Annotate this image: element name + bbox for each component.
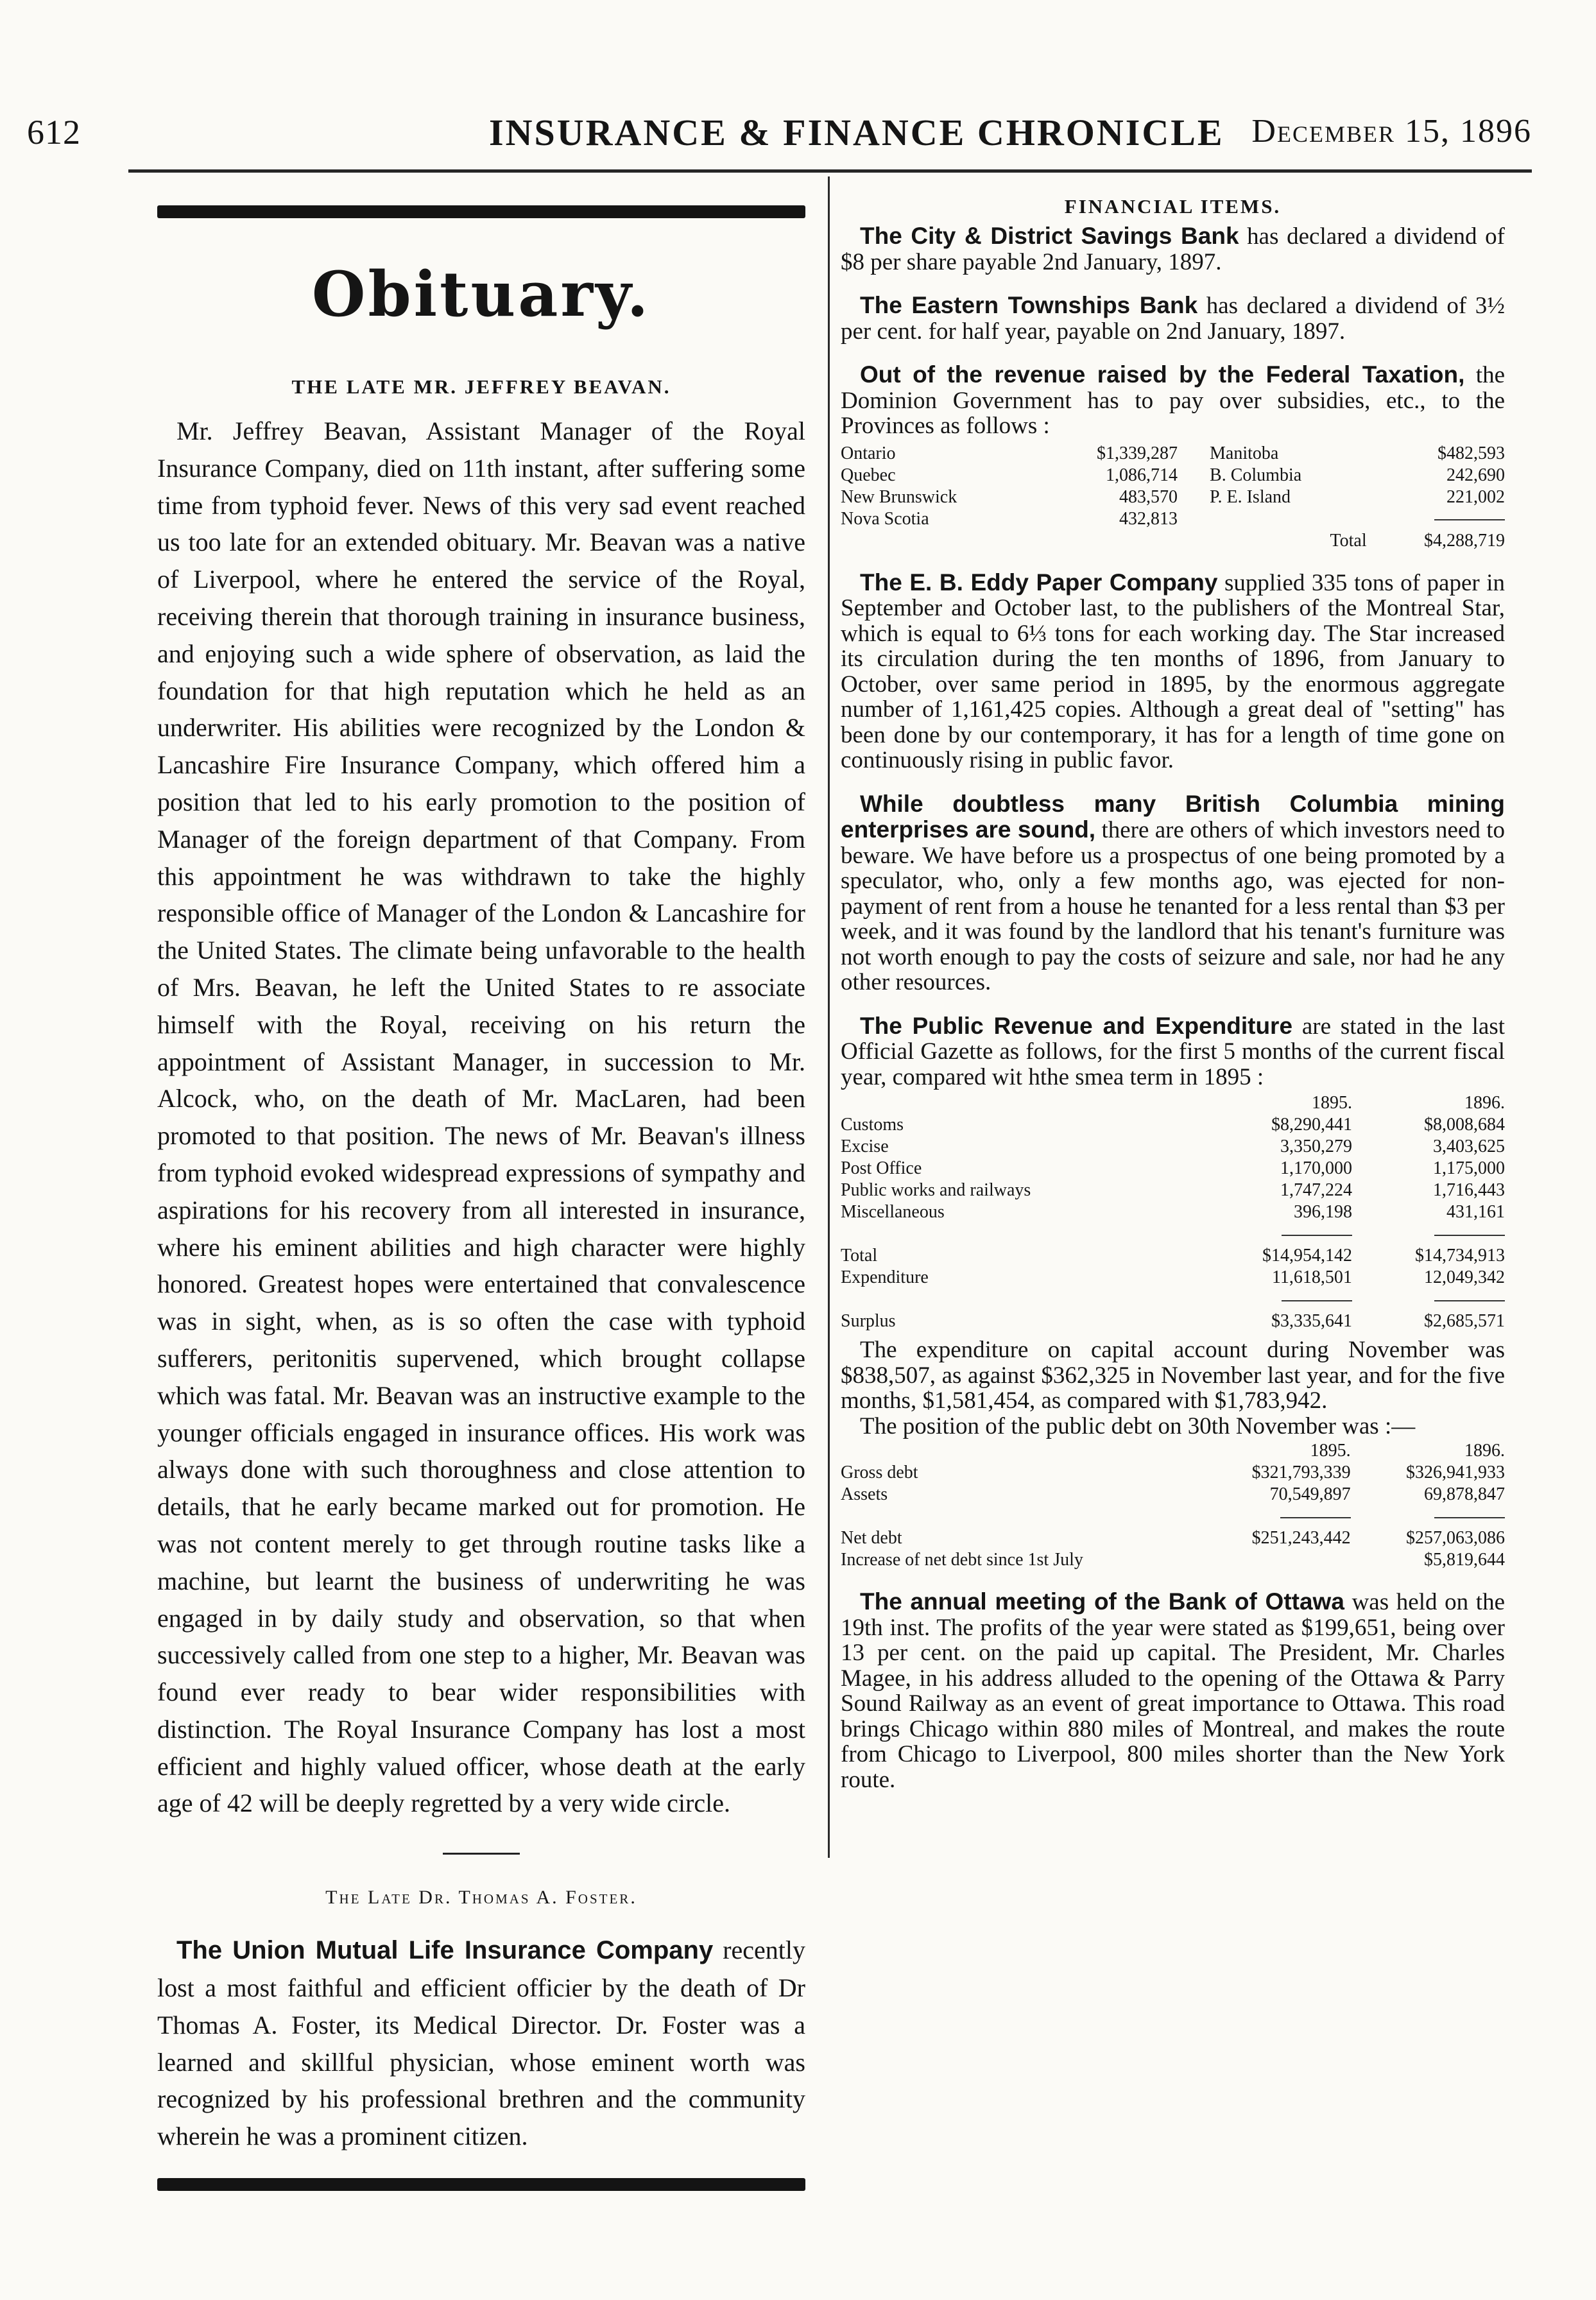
capital-account-text: The expenditure on capital account during November was $838,507, as against $362,325 in November last year, and for the five months, $1,581,454, as compared with $1,783,942.: [841, 1337, 1505, 1414]
value-1896: 12,049,342: [1424, 1267, 1505, 1287]
item-federal-subsidies: [841, 362, 1505, 552]
item-bank-of-ottawa: [841, 1589, 1505, 1792]
item2-lead: The Eastern Townships Bank: [860, 292, 1198, 318]
section-divider: [443, 1853, 520, 1855]
table-row: [841, 1201, 1505, 1223]
row-label: Public works and railways: [841, 1180, 1031, 1200]
financial-items-heading: FINANCIAL ITEMS.: [1064, 195, 1282, 218]
value-1896: 1,175,000: [1433, 1158, 1505, 1178]
foster-title: The Late Dr. Thomas A. Foster.: [325, 1887, 637, 1909]
table-row: [841, 1114, 1505, 1136]
value-1896: 1,716,443: [1433, 1180, 1505, 1200]
province-name: New Brunswick: [841, 486, 957, 507]
item5-lead: While doubtless many British Columbia mining enterprises are sound,: [841, 790, 1505, 843]
journal-title: INSURANCE & FINANCE CHRONICLE: [489, 112, 1224, 153]
item4-lead: The E. B. Eddy Paper Company: [860, 569, 1218, 596]
value-1895: $3,335,641: [1271, 1311, 1352, 1331]
value-1895: $8,290,441: [1271, 1115, 1352, 1135]
obituary-heading: Obituary.: [311, 258, 651, 330]
table-row: [841, 508, 1505, 530]
item-bc-mining: [841, 791, 1505, 995]
row-label: Surplus: [841, 1311, 896, 1331]
province-name: Manitoba: [1210, 443, 1279, 463]
bottom-heavy-rule: [157, 2178, 805, 2191]
value-1896: $257,063,086: [1406, 1528, 1505, 1548]
row-label: Post Office: [841, 1158, 922, 1178]
value-1895: 3,350,279: [1280, 1137, 1352, 1156]
province-name: Nova Scotia: [841, 508, 929, 529]
table-row: [841, 1136, 1505, 1158]
table-row: [841, 1462, 1505, 1484]
item2-body: has declared a dividend of 3½ per cent. for half year, payable on 2nd January, 1897.: [841, 293, 1505, 345]
foster-lead: The Union Mutual Life Insurance Company: [176, 1936, 714, 1965]
total-amount: $4,288,719: [1424, 530, 1505, 551]
province-name: Quebec: [841, 465, 896, 485]
value-1895: 1,170,000: [1280, 1158, 1352, 1178]
item6-lead: The Public Revenue and Expenditure: [860, 1012, 1293, 1039]
item7-body: was held on the 19th inst. The profits of the year were stated as $199,651, being over 13 per cent. on the paid up capital. The President, Mr. Charles Magee, in his address alluded to the opening of the Ottawa & Parry Sound Railway as an event of great importance to Ottawa. This road brings Chicago within 880 miles of Montreal, and makes the route from Chicago to Liverpool, 800 miles shorter than the New York route.: [841, 1589, 1505, 1793]
province-amount: $1,339,287: [1097, 443, 1178, 463]
issue-date: December 15, 1896: [1251, 113, 1532, 150]
value-1896: $2,685,571: [1424, 1311, 1505, 1331]
province-amount: 483,570: [1119, 486, 1178, 507]
beavan-title: THE LATE MR. JEFFREY BEAVAN.: [291, 375, 671, 398]
public-debt-table: [841, 1440, 1505, 1571]
row-label: Expenditure: [841, 1267, 929, 1287]
total-row: [841, 530, 1505, 552]
table-row: [841, 465, 1505, 486]
item3-body: the Dominion Government has to pay over subsidies, etc., to the Provinces as follows :: [841, 362, 1505, 439]
province-amount: 242,690: [1446, 465, 1505, 485]
sum-rule: [1282, 1235, 1352, 1236]
row-label: Miscellaneous: [841, 1202, 945, 1222]
value-1896: $8,008,684: [1424, 1115, 1505, 1135]
page-number: 612: [27, 113, 81, 151]
item-public-revenue: [841, 1013, 1505, 1572]
increase-row: [841, 1549, 1505, 1571]
beavan-article-body: Mr. Jeffrey Beavan, Assistant Manager of the Royal Insurance Company, died on 11th instant, after suffering some time from typhoid fever. News of this very sad event reached us too late for an extended obituary. Mr. Beavan was a native of Liverpool, where he entered the service of the Royal, receiving therein that thorough training in insurance business, and enjoying such a wide sphere of observation, as laid the foundation for that high reputation which he held as an underwriter. His abilities were recognized by the London & Lancashire Fire Insurance Company, which offered him a position that led to his early promotion to the position of Manager of the foreign department of that Company. From this appointment he was withdrawn to take the highly responsible office of Manager of the London & Lancashire for the United States. The climate being unfavorable to the health of Mrs. Beavan, he left the United States to re associate himself with the Royal, receiving on his return the appointment of Assistant Manager, in succession to Mr. Alcock, who, on the death of Mr. MacLaren, had been promoted to that position. The news of Mr. Beavan's illness from typhoid evoked widespread expressions of sympathy and aspirations for his recovery from all interested in insurance, where his eminent abilities and high character were highly honored. Greatest hopes were entertained that convalescence was in sight, when, as is so often the case with typhoid sufferers, peritonitis supervened, which brought collapse which was fatal. Mr. Beavan was an instructive example to the younger officials engaged in insurance offices. His work was always done with such thoroughness and close attention to details, that he early became marked out for promotion. He was not content merely to get through routine tasks like a machine, but learnt the business of underwriting he was engaged in by daily study and observation, so that when successively called from one step to a higher, Mr. Beavan was found ever ready to bear wider responsibilities with distinction. The Royal Insurance Company has lost a most efficient and highly valued officer, whose death at the early age of 42 will be deeply regretted by a very wide circle.: [157, 416, 805, 1818]
foster-article: [157, 1932, 805, 2155]
total-rule: [1434, 519, 1505, 520]
item-savings-bank: [841, 223, 1505, 275]
increase-value: $5,819,644: [1424, 1550, 1505, 1570]
table-header-row: [841, 1092, 1505, 1114]
row-label: Gross debt: [841, 1463, 918, 1482]
left-column: [157, 193, 805, 2156]
header-rule: [128, 169, 1532, 173]
province-amount: 1,086,714: [1106, 465, 1178, 485]
value-1896: 431,161: [1446, 1202, 1505, 1222]
province-name: Ontario: [841, 443, 896, 463]
sum-rule: [1280, 1517, 1351, 1518]
item7-lead: The annual meeting of the Bank of Ottawa: [860, 1588, 1344, 1615]
row-label: Assets: [841, 1484, 888, 1504]
sum-rule: [1434, 1517, 1505, 1518]
row-label: Net debt: [841, 1528, 902, 1548]
table-row: [841, 1484, 1505, 1506]
item-eastern-townships: [841, 293, 1505, 344]
value-1896: $14,734,913: [1415, 1246, 1505, 1266]
revenue-table: [841, 1092, 1505, 1332]
row-label: Total: [841, 1246, 878, 1266]
net-debt-row: [841, 1527, 1505, 1549]
total-row: [841, 1245, 1505, 1267]
value-1896: 69,878,847: [1424, 1484, 1505, 1504]
running-header: [27, 112, 1532, 164]
table-row: [841, 443, 1505, 465]
value-1895: 1,747,224: [1280, 1180, 1352, 1200]
province-amount: $482,593: [1437, 443, 1505, 463]
item4-body: supplied 335 tons of paper in September and October last, to the publishers of the Montreal Star, which is equal to 6⅓ tons for each working day. The Star increased its circulation during the ten months of 1896, from January to October, over same period in 1895, by the enormous aggregate number of 1,161,425 copies. Although a great deal of "setting" has been done by our contemporary, it has for a length of time gone on continuously rising in public favor.: [841, 569, 1506, 773]
total-label: Total: [1330, 530, 1367, 551]
column-header: 1896.: [1464, 1441, 1505, 1461]
value-1895: 70,549,897: [1269, 1484, 1351, 1504]
surplus-row: [841, 1310, 1505, 1332]
subsidies-table: [841, 443, 1505, 552]
table-row: [841, 1158, 1505, 1180]
value-1895: $14,954,142: [1262, 1246, 1352, 1266]
table-row: [841, 486, 1505, 508]
province-name: B. Columbia: [1210, 465, 1302, 485]
row-label: Excise: [841, 1137, 889, 1156]
expenditure-row: [841, 1267, 1505, 1289]
province-name: P. E. Island: [1210, 486, 1291, 507]
province-amount: 221,002: [1446, 486, 1505, 507]
foster-article-body: recently lost a most faithful and efficient officier by the death of Dr Thomas A. Foster, its Medical Director. Dr. Foster was a learned and skillful physician, whose eminent worth was recognized by his professional brethren and the community wherein he was a prominent citizen.: [157, 1935, 805, 2151]
sum-rule: [1434, 1300, 1505, 1301]
table-row: [841, 1180, 1505, 1201]
row-label: Customs: [841, 1115, 904, 1135]
value-1895: 396,198: [1293, 1202, 1352, 1222]
sum-rule: [1434, 1235, 1505, 1236]
row-label: Increase of net debt since 1st July: [841, 1550, 1083, 1570]
province-amount: 432,813: [1119, 508, 1178, 529]
item1-lead: The City & District Savings Bank: [860, 223, 1239, 249]
column-header: 1895.: [1310, 1441, 1351, 1461]
column-divider: [828, 176, 830, 1858]
table-header-row: [841, 1440, 1505, 1462]
public-debt-text: The position of the public debt on 30th November was :—: [860, 1412, 1416, 1439]
column-header: 1896.: [1464, 1093, 1505, 1113]
value-1895: $321,793,339: [1251, 1463, 1351, 1482]
item6-body: are stated in the last Official Gazette as follows, for the first 5 months of the current fiscal year, compared wit hthe smea term in 1895 :: [841, 1013, 1505, 1090]
item1-body: has declared a dividend of $8 per share payable 2nd January, 1897.: [841, 223, 1505, 275]
sum-rule: [1282, 1300, 1352, 1301]
item5-body: there are others of which investors need to beware. We have before us a prospectus of one being promoted by a speculator, who, only a few months ago, was ejected for non-payment of rent from a house he tenanted for a less rental than $3 per week, and it was found by the landlord that his tenant's furniture was not worth enough to pay the costs of seizure and sale, nor had he any other resources.: [841, 817, 1505, 995]
column-header: 1895.: [1311, 1093, 1352, 1113]
value-1895: 11,618,501: [1271, 1267, 1352, 1287]
value-1896: $326,941,933: [1406, 1463, 1505, 1482]
right-column: [841, 193, 1505, 2156]
value-1896: 3,403,625: [1433, 1137, 1505, 1156]
value-1895: $251,243,442: [1251, 1528, 1351, 1548]
item3-lead: Out of the revenue raised by the Federal Taxation,: [860, 361, 1465, 388]
top-heavy-rule: [157, 205, 805, 218]
item-eddy-paper: [841, 570, 1505, 773]
